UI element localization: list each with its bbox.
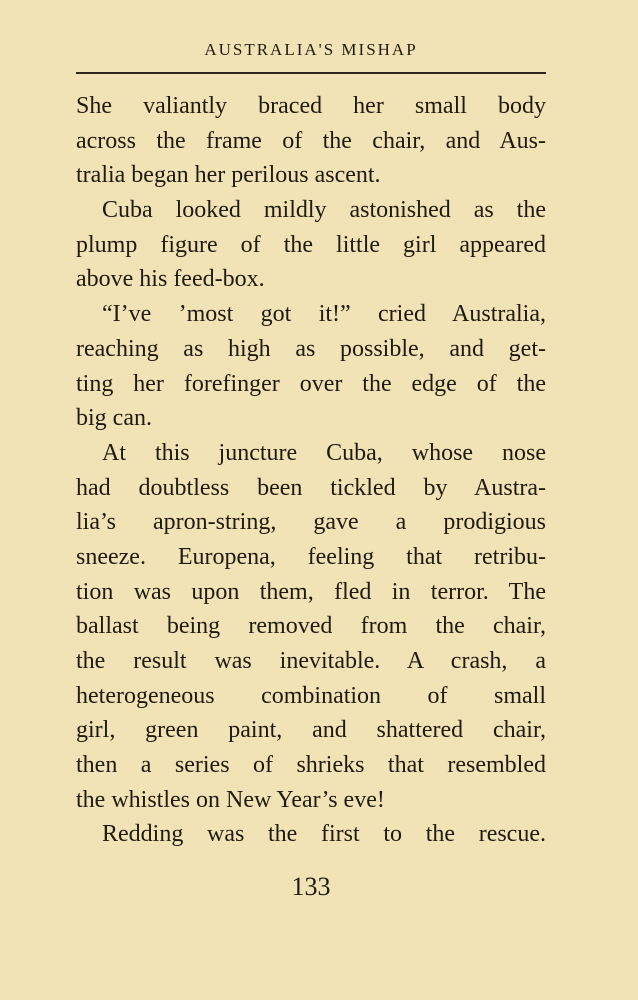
text-line: heterogeneous combination of small: [76, 682, 546, 709]
text-line: big can.: [76, 405, 152, 432]
text-line: across the frame of the chair, and Aus-: [76, 127, 546, 154]
text-line: ballast being removed from the chair,: [76, 613, 546, 640]
text-line: girl, green paint, and shattered chair,: [76, 717, 546, 744]
text-line: tralia began her perilous ascent.: [76, 162, 381, 189]
text-line: Cuba looked mildly astonished as the: [102, 197, 546, 224]
text-line: ting her forefinger over the edge of the: [76, 370, 546, 397]
text-line: the result was inevitable. A crash, a: [76, 648, 546, 674]
running-head: AUSTRALIA'S MISHAP: [204, 40, 418, 59]
text-line: the whistles on New Year’s eve!: [76, 786, 385, 813]
text-line: sneeze. Europena, feeling that retribu-: [76, 543, 546, 570]
text-line: had doubtless been tickled by Austra-: [76, 474, 546, 501]
text-line: At this juncture Cuba, whose nose: [102, 439, 546, 466]
page-number: 133: [291, 872, 331, 901]
text-line: Redding was the first to the rescue.: [102, 821, 546, 848]
text-line: “I’ve ’most got it!” cried Australia,: [102, 301, 546, 328]
text-line: reaching as high as possible, and get-: [76, 335, 546, 362]
body-text: [76, 89, 546, 852]
text-line: above his feed-box.: [76, 266, 265, 293]
text-line: lia’s apron-string, gave a prodigious: [76, 509, 546, 536]
text-line: She valiantly braced her small body: [76, 93, 546, 119]
text-line: plump figure of the little girl appeared: [76, 231, 546, 258]
header-rule: [76, 72, 546, 74]
text-line: then a series of shrieks that resembled: [76, 752, 546, 779]
text-line: tion was upon them, fled in terror. The: [76, 578, 546, 605]
